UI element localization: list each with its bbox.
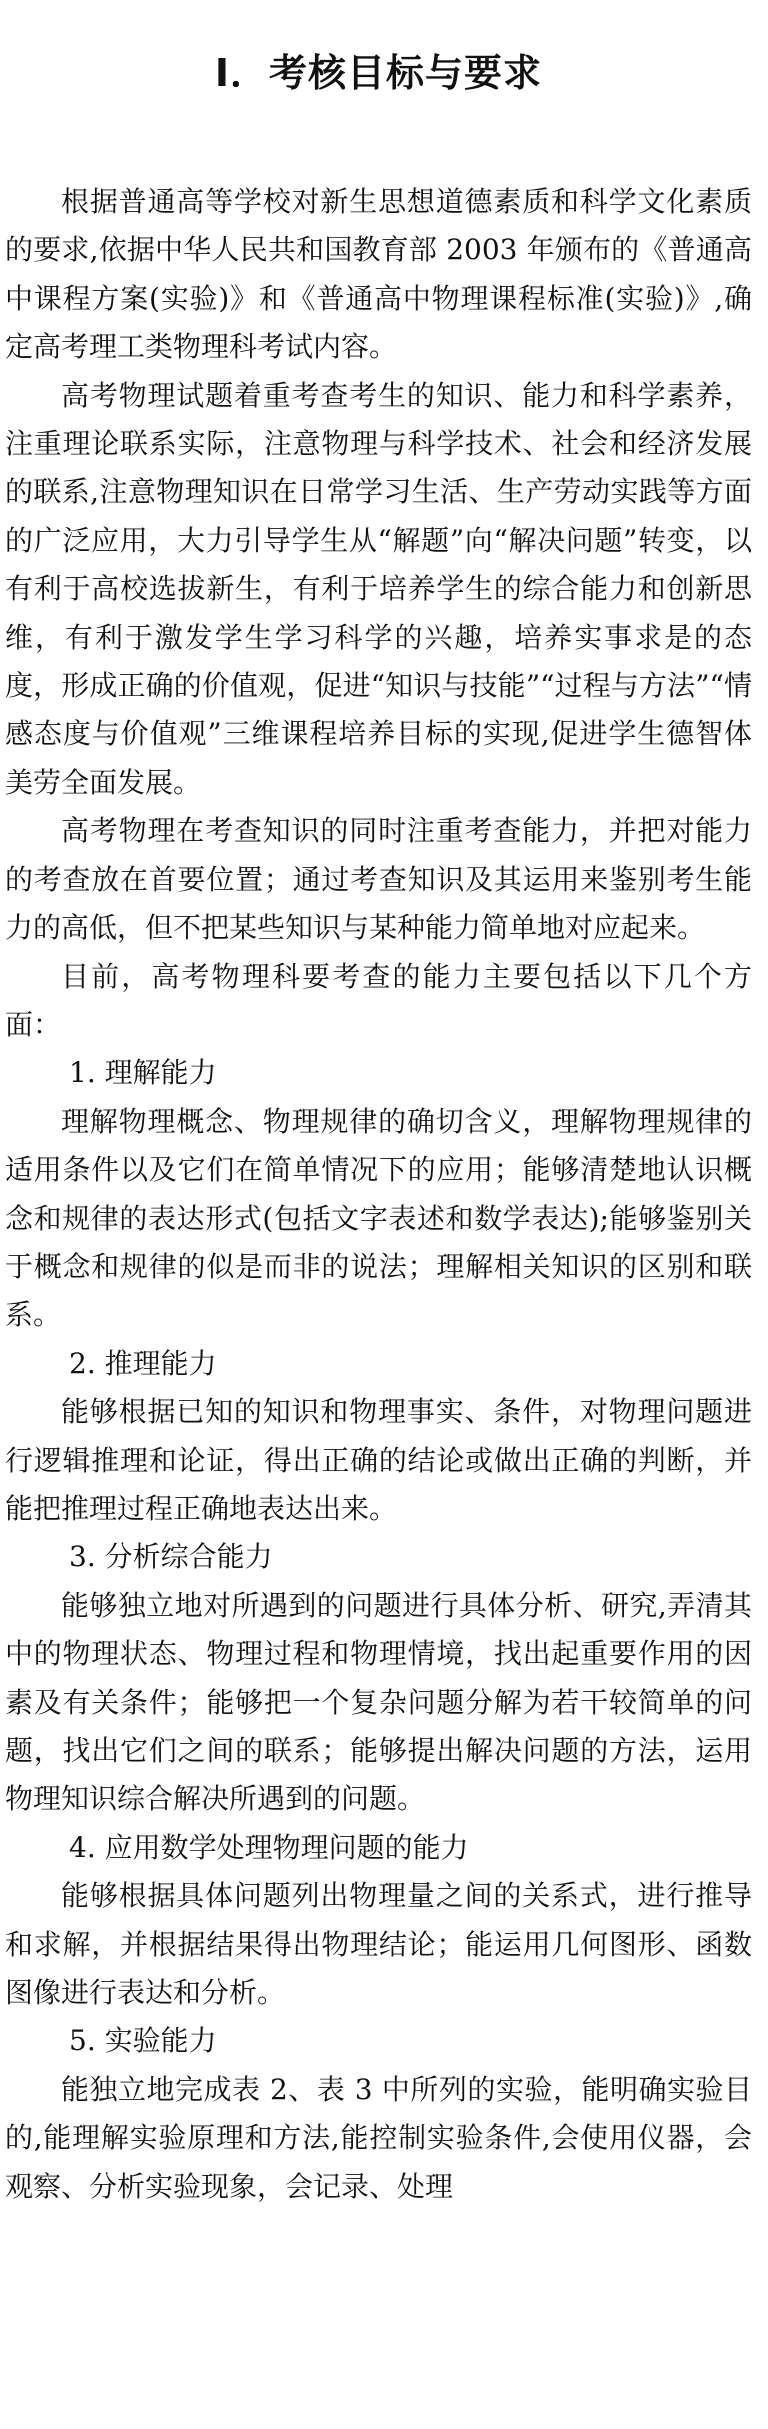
ability-description: 能独立地完成表 2、表 3 中所列的实验，能明确实验目的,能理解实验原理和方法,能控制实验条件,会使用仪器，会观察、分析实验现象，会记录、处理 (5, 2072, 752, 2203)
ability-description: 能够根据已知的知识和物理事实、条件，对物理问题进行逻辑推理和论证，得出正确的结论或做出正确的判断，并能把推理过程正确地表达出来。 (5, 1395, 752, 1525)
intro-paragraph: 高考物理在考查知识的同时注重考查能力，并把对能力的考查放在首要位置；通过考查知识及其运用来鉴别考生能力的高低，但不把某些知识与某种能力简单地对应起来。 (5, 814, 752, 945)
intro-paragraph: 目前，高考物理科要考查的能力主要包括以下几个方面： (5, 959, 752, 1041)
ability-heading: 5. 实验能力 (69, 2024, 217, 2058)
ability-description: 理解物理概念、物理规律的确切含义，理解物理规律的适用条件以及它们在简单情况下的应用；能够清楚地认识概念和规律的表达形式(包括文字表述和数学表达);能够鉴别关于概念和规律的似是而非的说法；理解相关知识的区别和联系。 (5, 1104, 752, 1332)
ability-description: 能够独立地对所遇到的问题进行具体分析、研究,弄清其中的物理状态、物理过程和物理情境，找出起重要作用的因素及有关条件；能够把一个复杂问题分解为若干较简单的问题，找出它们之间的联系；能够提出解决问题的方法，运用物理知识综合解决所遇到的问题。 (5, 1588, 752, 1816)
intro-paragraph: 高考物理试题着重考查考生的知识、能力和科学素养，注重理论联系实际，注意物理与科学技术、社会和经济发展的联系,注意物理知识在日常学习生活、生产劳动实践等方面的广泛应用，大力引导学生从“解题”向“解决问题”转变，以有利于高校选拔新生，有利于培养学生的综合能力和创新思维，有利于激发学生学习科学的兴趣，培养实事求是的态度，形成正确的价值观，促进“知识与技能”“过程与方法”“情感态度与价值观”三维课程培养目标的实现,促进学生德智体美劳全面发展。 (5, 378, 752, 799)
ability-heading: 2. 推理能力 (69, 1346, 217, 1380)
ability-heading: 3. 分析综合能力 (69, 1540, 273, 1574)
section-title: Ⅰ．考核目标与要求 (214, 51, 543, 95)
ability-description: 能够根据具体问题列出物理量之间的关系式，进行推导和求解，并根据结果得出物理结论；能运用几何图形、函数图像进行表达和分析。 (5, 1879, 752, 2010)
intro-paragraph: 根据普通高等学校对新生思想道德素质和科学文化素质的要求,依据中华人民共和国教育部 2003 年颁布的《普通高中课程方案(实验)》和《普通高中物理课程标准(实验)》,确定高考理工类物理科考试内容。 (5, 185, 752, 364)
ability-heading: 4. 应用数学处理物理问题的能力 (69, 1830, 469, 1864)
body-text (5, 178, 752, 2211)
ability-heading: 1. 理解能力 (69, 1056, 217, 1090)
